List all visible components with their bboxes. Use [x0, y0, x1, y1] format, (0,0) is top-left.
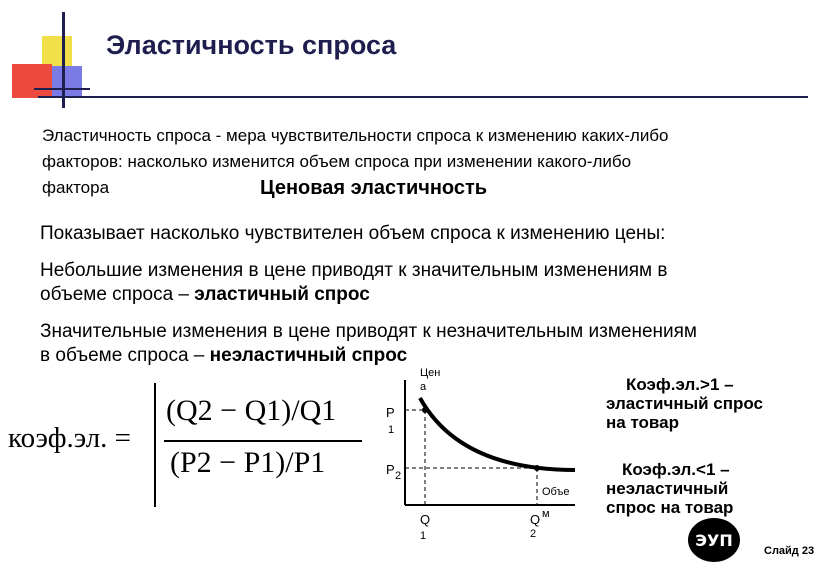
paragraph-2-line-2: [40, 283, 370, 307]
subtitle: Ценовая эластичность: [260, 177, 488, 199]
y-axis-label-1: Цен: [420, 367, 441, 379]
q2-subscript: 2: [530, 528, 537, 540]
formula-denominator: (P2 − P1)/P1: [170, 446, 326, 479]
decor-horizontal-line: [34, 88, 90, 90]
demand-curve-graph: [370, 360, 590, 540]
p1-subscript: 1: [388, 424, 395, 436]
inelastic-note: [606, 460, 733, 517]
inelastic-note-line-2: неэластичный: [606, 479, 729, 498]
elastic-note: [606, 375, 763, 432]
q1-label: Q: [420, 512, 431, 527]
paragraph-2-plain: объеме спроса –: [40, 284, 195, 305]
slide-number: Слайд 23: [764, 545, 815, 557]
formula-bracket: [154, 383, 156, 507]
decor-vertical-line: [62, 12, 65, 108]
paragraph-1: Показывает насколько чувствителен объем спроса к изменению цены:: [40, 223, 666, 244]
elastic-demand-term: эластичный спрос: [194, 284, 370, 305]
title-underline: [38, 96, 808, 98]
x-axis-label-2: м: [542, 508, 550, 520]
q1-subscript: 1: [420, 530, 427, 542]
decor-red-square: [12, 64, 52, 98]
elastic-note-line-1: Коэф.эл.>1 –: [626, 375, 734, 394]
paragraph-3-line-1: Значительные изменения в цене приводят к незначительным изменениям: [40, 321, 697, 342]
q2-label: Q: [530, 512, 541, 527]
decor-yellow-square: [42, 36, 72, 66]
inelastic-note-line-1: Коэф.эл.<1 –: [622, 460, 730, 479]
decor-blue-square: [52, 66, 82, 98]
definition-line-3: фактора: [42, 178, 110, 197]
x-axis-label-1: Объе: [542, 486, 570, 498]
p1-label: P: [386, 405, 395, 420]
slide-title: Эластичность спроса: [106, 30, 397, 60]
paragraph-3-line-2: [40, 344, 407, 368]
definition-line-1: Эластичность спроса - мера чувствительности спроса к изменению каких-либо: [42, 126, 669, 145]
definition-line-2: факторов: насколько изменится объем спроса при изменении какого-либо: [42, 152, 632, 171]
p2-subscript: 2: [395, 470, 402, 482]
university-logo: [688, 518, 740, 562]
formula-numerator: (Q2 − Q1)/Q1: [166, 394, 337, 427]
fraction-bar: [164, 440, 362, 442]
elastic-note-line-2: эластичный спрос: [606, 394, 764, 413]
elastic-note-line-3: на товар: [606, 413, 679, 432]
inelastic-note-line-3: спрос на товар: [606, 498, 734, 517]
formula-lhs: коэф.эл. =: [8, 422, 132, 454]
demand-curve: [420, 398, 575, 470]
logo-text: ЭУП: [695, 530, 733, 550]
point-2: [534, 465, 540, 471]
y-axis-label-2: а: [420, 381, 427, 393]
paragraph-3-plain: в объеме спроса –: [40, 345, 210, 366]
p2-label: P: [386, 462, 395, 477]
paragraph-2-line-1: Небольшие изменения в цене приводят к значительным изменениям в: [40, 260, 668, 281]
point-1: [422, 407, 428, 413]
inelastic-demand-term: неэластичный спрос: [209, 345, 408, 366]
